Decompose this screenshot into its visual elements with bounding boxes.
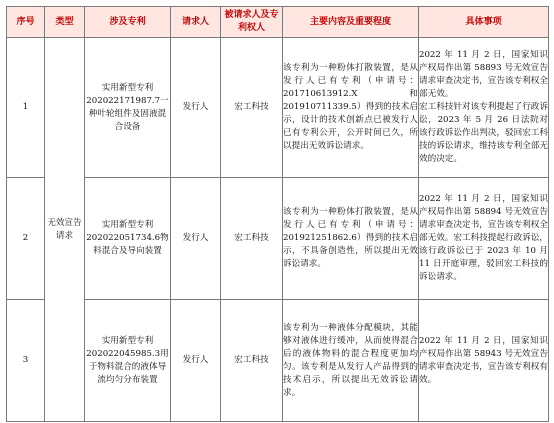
row-detail-para: 宏工科技针对该专利提起了行政诉讼，2023 年 5 月 26 日法院对该行政诉讼作出判决，驳回宏工科技的诉讼请求，维持该专利全部无效的决定。 — [419, 102, 548, 164]
header-row — [7, 7, 549, 38]
row-no: 3 — [7, 300, 45, 422]
row-patent: 实用新型专利202022045985.3用于物料混合的液体导流均匀分布装置 — [85, 300, 171, 422]
category-cell: 无效宣告请求 — [45, 38, 85, 422]
row-detail-para: 2022 年 11 月 2 日，国家知识产权局作出第 58943 号无效宣告请求审查决定书，宣告该专利权有效。 — [419, 335, 548, 385]
table-row — [7, 38, 549, 178]
row-detail-para: 2022 年 11 月 2 日，国家知识产权局作出第 58894 号无效宣告请求审查决定书，宣告该专利权全部无效。宏工科技提起行政诉讼，该行政诉讼已于 2023 年 10 月 11 日开庭审理，驳回宏工科技的诉讼请求。 — [419, 194, 548, 282]
row-no: 2 — [7, 178, 45, 300]
table-row — [7, 300, 549, 422]
header-respondent: 被请求人及专利权人 — [221, 7, 283, 38]
row-detail-para: 2022 年 11 月 2 日，国家知识产权局作出第 58893 号无效宣告请求审查决定书，宣告该专利权全部无效。 — [419, 50, 548, 99]
row-content: 该专利为一种粉体打散装置，是从发行人已有专利（申请号：201921251862.6）得到的技术启示，不具备创造性，所以提出无效诉讼请求。 — [283, 178, 419, 300]
row-content: 该专利为一种粉体打散装置，是从发行人已有专利（申请号：201710613912.X 和201910711339.5）得到的技术启示，设计的技术创新点已被发行人已有专利公开，公开时间已久，所以提出无效诉讼请求。 — [283, 38, 419, 178]
header-requester: 请求人 — [171, 7, 221, 38]
row-requester: 发行人 — [171, 178, 221, 300]
table-row — [7, 178, 549, 300]
header-type: 类型 — [45, 7, 85, 38]
row-detail — [419, 178, 549, 300]
header-no: 序号 — [7, 7, 45, 38]
row-respondent: 宏工科技 — [221, 38, 283, 178]
row-detail — [419, 300, 549, 422]
patent-dispute-table — [6, 6, 549, 422]
row-respondent: 宏工科技 — [221, 178, 283, 300]
row-requester: 发行人 — [171, 300, 221, 422]
header-content: 主要内容及重要程度 — [283, 7, 419, 38]
row-respondent: 宏工科技 — [221, 300, 283, 422]
row-detail — [419, 38, 549, 178]
row-patent: 实用新型专利202022051734.6物料混合及导向装置 — [85, 178, 171, 300]
row-no: 1 — [7, 38, 45, 178]
row-content: 该专利为一种液体分配模块，其能够对液体进行缓冲，从而使得混合后的液体物料的混合程度更加均匀。该专利是从发行人产品得到的技术启示，所以提出无效诉讼请求。 — [283, 300, 419, 422]
row-requester: 发行人 — [171, 38, 221, 178]
header-patent: 涉及专利 — [85, 7, 171, 38]
row-patent: 实用新型专利202022171987.7一种叶轮组件及固液混合设备 — [85, 38, 171, 178]
header-detail: 具体事项 — [419, 7, 549, 38]
